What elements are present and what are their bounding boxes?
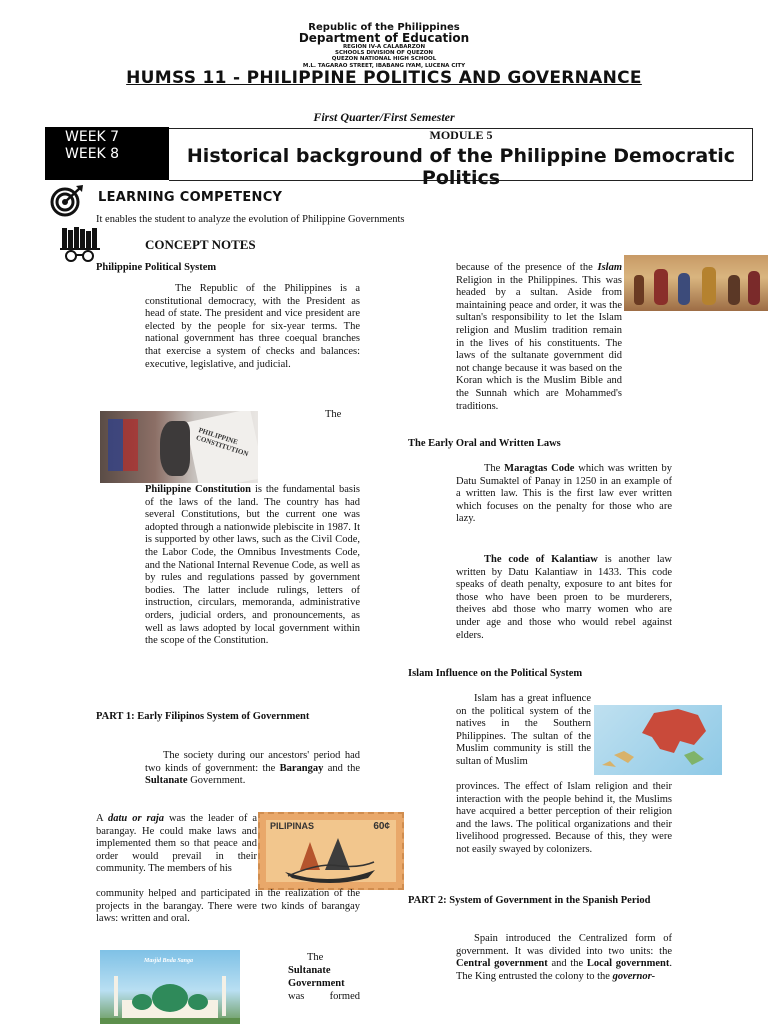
address-line: M.L. TAGARAO STREET, IBABANG IYAM, LUCENA CITY [302, 62, 466, 69]
governor-term: governor- [612, 970, 656, 982]
kalantiaw-text: is another law written by Datu Kalantiaw in 1433. This code speaks of death penalty, exposure to ant bites for those who have been proen to be murderers, theives abd those who marry women who are under age and those who would rebel against elders. [456, 554, 673, 641]
week-8-label: WEEK 8 [65, 146, 120, 162]
islam-influence-heading: Islam Influence on the Political System [408, 668, 583, 679]
islam-influence-paragraph: Islam has a great influence on the political system of the natives in the Southern Philippines. The sultan of the Muslim community is still the sultan of Muslim [456, 693, 591, 767]
islam-term: Islam [597, 262, 622, 273]
department-header: Department of Education [298, 31, 470, 45]
sultanate-formed: was formed [288, 991, 360, 1002]
mosque-caption: Masjid Bnda Sanga [144, 958, 194, 964]
spain-a: Spain introduced the Centralized form of government. It was divided into two units: the [456, 933, 672, 957]
module-label: MODULE 5 [429, 128, 493, 142]
islam-paragraph [456, 262, 622, 413]
sultanate-term: Sultanate [145, 775, 188, 787]
central-government-term: Central government [456, 958, 548, 970]
module-title: Historical background of the Philippine Democratic Politics [186, 145, 736, 189]
boat-illustration [280, 832, 380, 884]
week-box [45, 127, 169, 180]
mosque-illustration [100, 970, 240, 1024]
quarter-label: First Quarter/First Semester [313, 110, 455, 124]
datu-continuation: community helped and participated in the realization of the projects in the barangay. There were two kinds of barangay laws: written and oral. [96, 888, 360, 925]
datu-text: was the leader of a barangay. He could make laws and implemented them so that peace and order would prevail in their community. The members of his [96, 813, 258, 875]
spain-paragraph [456, 933, 672, 983]
kalantiaw-term: The code of Kalantiaw [484, 554, 598, 565]
datu-a: A [96, 813, 104, 824]
pps-paragraph: The Republic of the Philippines is a constitutional democracy, with the President as head of state. The president and vice president are elected by the people for six-year terms. The national government has three coequal branches that exercise a system of checks and balances: executive, legislative, and judicial. [145, 283, 360, 370]
mosque-image [100, 950, 240, 1024]
target-icon [50, 184, 84, 218]
stamp-country: PILIPINAS [270, 821, 315, 831]
constitution-text: is the fundamental basis of the laws of the land. The country has had several Constitutions, but the current one was adopted through a nationwide plebiscite in 1987. It is supported by other laws, such as the Civil Code, the Labor Code, the Omnibus Investments Code, and the National Internal Revenue Code, as well as by rules and regulations passed by government bodies. The latter include rulings, letters of instruction, circulars, memoranda, administrative orders, judicial orders, and pronouncements, as well as laws adopted by local government within the scope of the Constitution. [145, 484, 361, 647]
spain-c: and the [551, 958, 584, 970]
the-label: The [325, 409, 342, 420]
region-line: REGION IV-A CALABARZON [342, 44, 426, 50]
constitution-paragraph [145, 484, 360, 648]
datu-term: datu or raja [107, 813, 164, 824]
course-title: HUMSS 11 - PHILIPPINE POLITICS AND GOVERNANCE [126, 68, 642, 88]
maragtas-a: The [484, 463, 501, 474]
and-text: and the [327, 762, 360, 774]
maragtas-term: Maragtas Code [504, 463, 575, 474]
school-line: QUEZON NATIONAL HIGH SCHOOL [331, 56, 437, 63]
society-paragraph [145, 750, 360, 788]
government-text: Government. [190, 775, 246, 787]
maragtas-paragraph [456, 463, 672, 526]
islam-text: Religion in the Philippines. This was headed by a sultan. Aside from maintaining peace and order, it was the sultan's responsibility to let the Islam religion and Muslim tradition remain in the lives of his constituents. The laws of the sultanate government did not change because it was based on the Koran which is the Muslim Bible and the Sunnah which are Mohammed's traditions. [456, 274, 622, 412]
stamp-value: 60¢ [373, 821, 390, 832]
laws-heading: The Early Oral and Written Laws [408, 438, 561, 449]
pps-heading: Philippine Political System [96, 262, 217, 273]
islam-a: because of the presence of the [456, 262, 593, 273]
concept-notes-heading: CONCEPT NOTES [145, 237, 256, 252]
local-government-term: Local government [586, 958, 670, 970]
map-illustration [594, 705, 722, 775]
spain-e: . The King entrusted the colony to the [456, 958, 672, 982]
constitution-cover-text: PHILIPPINE CONSTITUTION [194, 426, 250, 459]
learning-competency-heading: LEARNING COMPETENCY [98, 190, 283, 205]
mindanao-map-image [594, 705, 722, 775]
republic-header: Republic of the Philippines [308, 22, 460, 33]
datu-paragraph [96, 813, 257, 876]
learning-competency-text: It enables the student to analyze the evolution of Philippine Governments [96, 214, 405, 225]
division-line: SCHOOLS DIVISION OF QUEZON [335, 50, 433, 57]
constitution-image [100, 411, 258, 483]
sultanate-government-term: Sultanate Government [288, 965, 345, 989]
maragtas-text: which was written by Datu Sumaktel of Panay in 1250 in an example of a written law. This is the first law ever written which focuses on the penalty for those who are lazy. [456, 463, 672, 525]
barangay-term: Barangay [279, 762, 324, 774]
books-glasses-icon [60, 226, 100, 262]
week-7-label: WEEK 7 [65, 129, 120, 145]
islam-influence-continuation: provinces. The effect of Islam religion and their interaction with the people behind it, the Muslims have acquired a better perception of their religion and the laws. The political organizations and their livelihood progressed. Because of this, they were not easily swayed by colonizers. [456, 781, 672, 855]
society-text: The society during our ancestors' period had two kinds of government: the [145, 750, 360, 774]
part1-heading: PART 1: Early Filipinos System of Government [96, 711, 310, 722]
part2-heading: PART 2: System of Government in the Spanish Period [408, 895, 651, 906]
kalantiaw-paragraph [456, 554, 672, 642]
constitution-term: Philippine Constitution [145, 484, 252, 495]
sultanate-the: The [307, 952, 324, 963]
sultanate-painting-image [624, 255, 768, 311]
pilipinas-stamp-image [258, 812, 404, 890]
school-info [0, 44, 768, 69]
